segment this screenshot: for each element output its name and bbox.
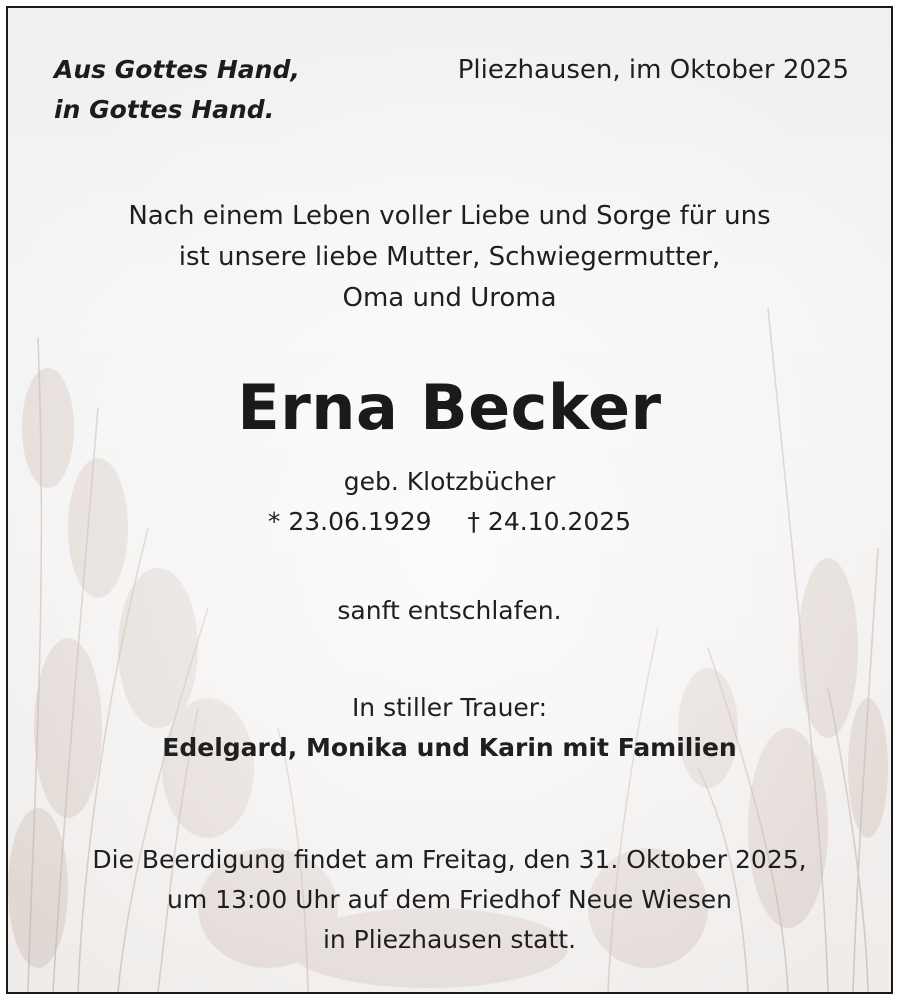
motto-line-2: in Gottes Hand. bbox=[54, 95, 275, 124]
passed-text: sanft entschlafen. bbox=[337, 596, 562, 625]
death-date: † 24.10.2025 bbox=[467, 507, 632, 536]
funeral-line-1: Die Beerdigung findet am Freitag, den 31. Oktober 2025, bbox=[92, 845, 807, 874]
deceased-name: Erna Becker bbox=[237, 371, 662, 444]
birth-name: geb. Klotzbücher bbox=[343, 467, 556, 496]
mourning-heading: In stiller Trauer: bbox=[351, 693, 548, 722]
obituary-card bbox=[6, 6, 893, 994]
intro-line-1: Nach einem Leben voller Liebe und Sorge für uns bbox=[128, 201, 771, 231]
intro-line-2: ist unsere liebe Mutter, Schwiegermutter, bbox=[178, 242, 721, 272]
birth-date: * 23.06.1929 bbox=[267, 507, 432, 536]
mourning-family: Edelgard, Monika und Karin mit Familien bbox=[162, 733, 737, 762]
life-dates bbox=[8, 502, 891, 542]
funeral-info bbox=[8, 840, 891, 960]
intro-text bbox=[8, 196, 891, 319]
place-date: Pliezhausen, im Oktober 2025 bbox=[457, 55, 849, 85]
intro-line-3: Oma und Uroma bbox=[342, 283, 557, 313]
funeral-line-3: in Pliezhausen statt. bbox=[322, 925, 577, 954]
motto bbox=[54, 50, 300, 130]
funeral-line-2: um 13:00 Uhr auf dem Friedhof Neue Wiesen bbox=[167, 885, 732, 914]
motto-line-1: Aus Gottes Hand, bbox=[54, 55, 300, 84]
